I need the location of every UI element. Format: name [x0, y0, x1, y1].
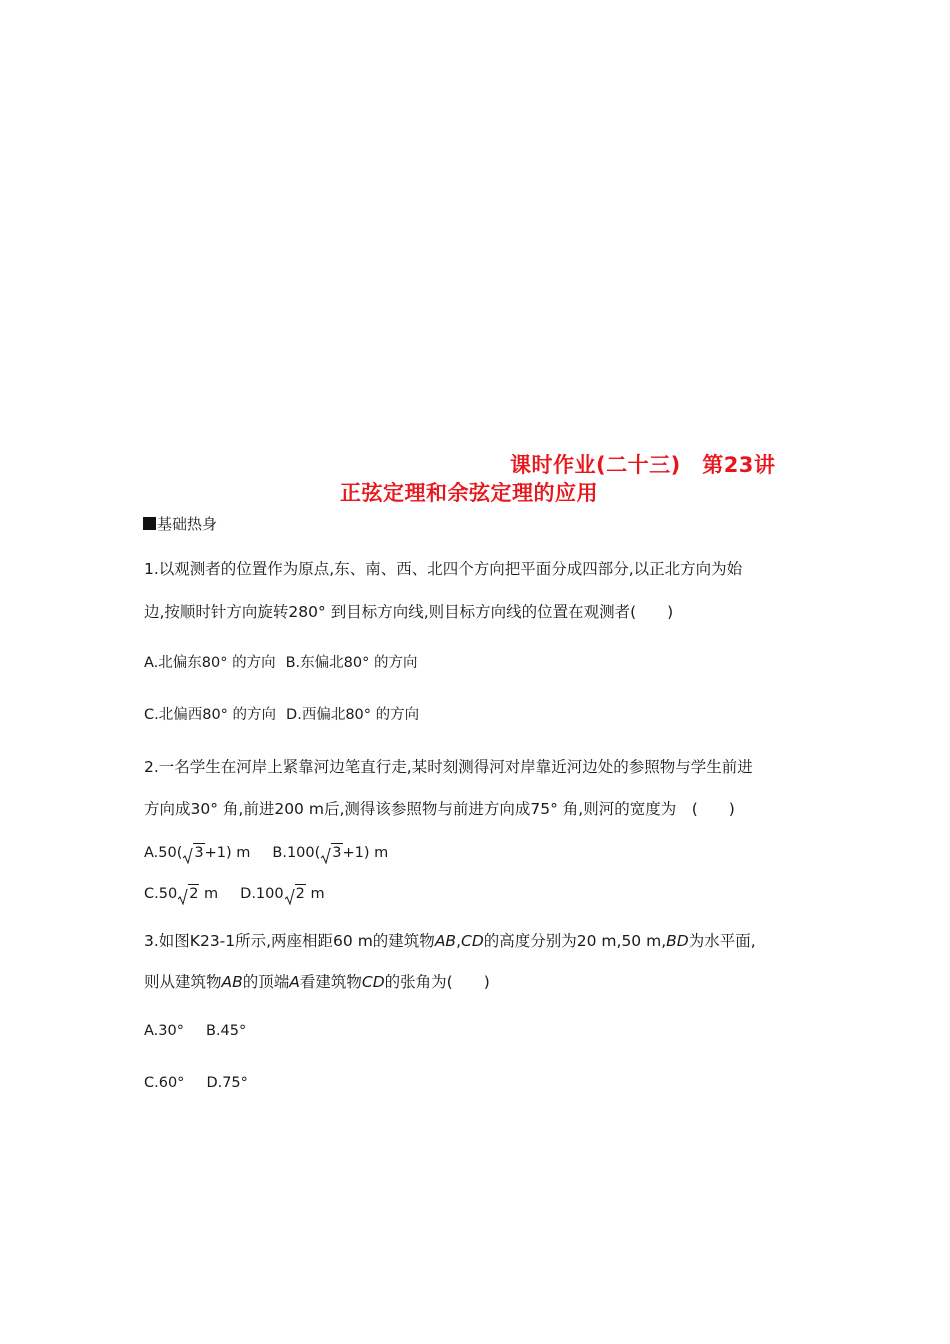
q2-option-a: A.50( 3+1) m: [144, 845, 251, 861]
worksheet-subtitle: 正弦定理和余弦定理的应用: [340, 481, 598, 505]
sqrt-symbol: 2: [178, 886, 199, 902]
worksheet-title: 课时作业(二十三) 第23讲: [510, 453, 776, 477]
q2-option-d: D.100 2 m: [240, 886, 325, 902]
q2-options-row1: [144, 845, 388, 861]
sqrt-symbol: 3: [183, 845, 204, 861]
q2-options-row2: [144, 886, 325, 902]
q3-option-c: C.60°: [144, 1075, 185, 1091]
q3-stem-line2: 则从建筑物AB的顶端A看建筑物CD的张角为( ): [144, 973, 490, 991]
q1-option-c: C.北偏西80° 的方向: [144, 707, 277, 723]
q1-options-row1: [144, 651, 417, 672]
q3-option-b: B.45°: [205, 1023, 247, 1039]
q3-option-a: A.30°: [144, 1023, 184, 1039]
q2-stem-line1: 2.一名学生在河岸上紧靠河边笔直行走,某时刻测得河对岸靠近河边处的参照物与学生前进: [144, 758, 753, 776]
q3-options-row2: [144, 1075, 248, 1091]
q1-option-d: D.西偏北80° 的方向: [286, 707, 420, 723]
q2-option-c: C.50 2 m: [144, 886, 219, 902]
sqrt-symbol: 2: [285, 886, 306, 902]
square-bullet-icon: [143, 517, 156, 530]
q1-option-b: B.东偏北80° 的方向: [285, 655, 418, 671]
q3-options-row1: [144, 1023, 246, 1039]
q1-option-a: A.北偏东80° 的方向: [144, 655, 276, 671]
q1-stem-line1: 1.以观测者的位置作为原点,东、南、西、北四个方向把平面分成四部分,以正北方向为始: [144, 560, 743, 578]
section-label: 基础热身: [157, 515, 218, 533]
q3-stem-line1: 3.如图K23-1所示,两座相距60 m的建筑物AB,CD的高度分别为20 m,50 m,BD为水平面,: [144, 932, 756, 950]
sqrt-symbol: 3: [321, 845, 342, 861]
q2-option-b: B.100( 3+1) m: [272, 845, 389, 861]
q3-option-d: D.75°: [206, 1075, 248, 1091]
section-heading: [143, 513, 217, 534]
q2-stem-line2: 方向成30° 角,前进200 m后,测得该参照物与前进方向成75° 角,则河的宽度为 ( ): [144, 800, 735, 818]
q1-stem-line2: 边,按顺时针方向旋转280° 到目标方向线,则目标方向线的位置在观测者( ): [144, 603, 674, 621]
q1-options-row2: [144, 703, 419, 724]
